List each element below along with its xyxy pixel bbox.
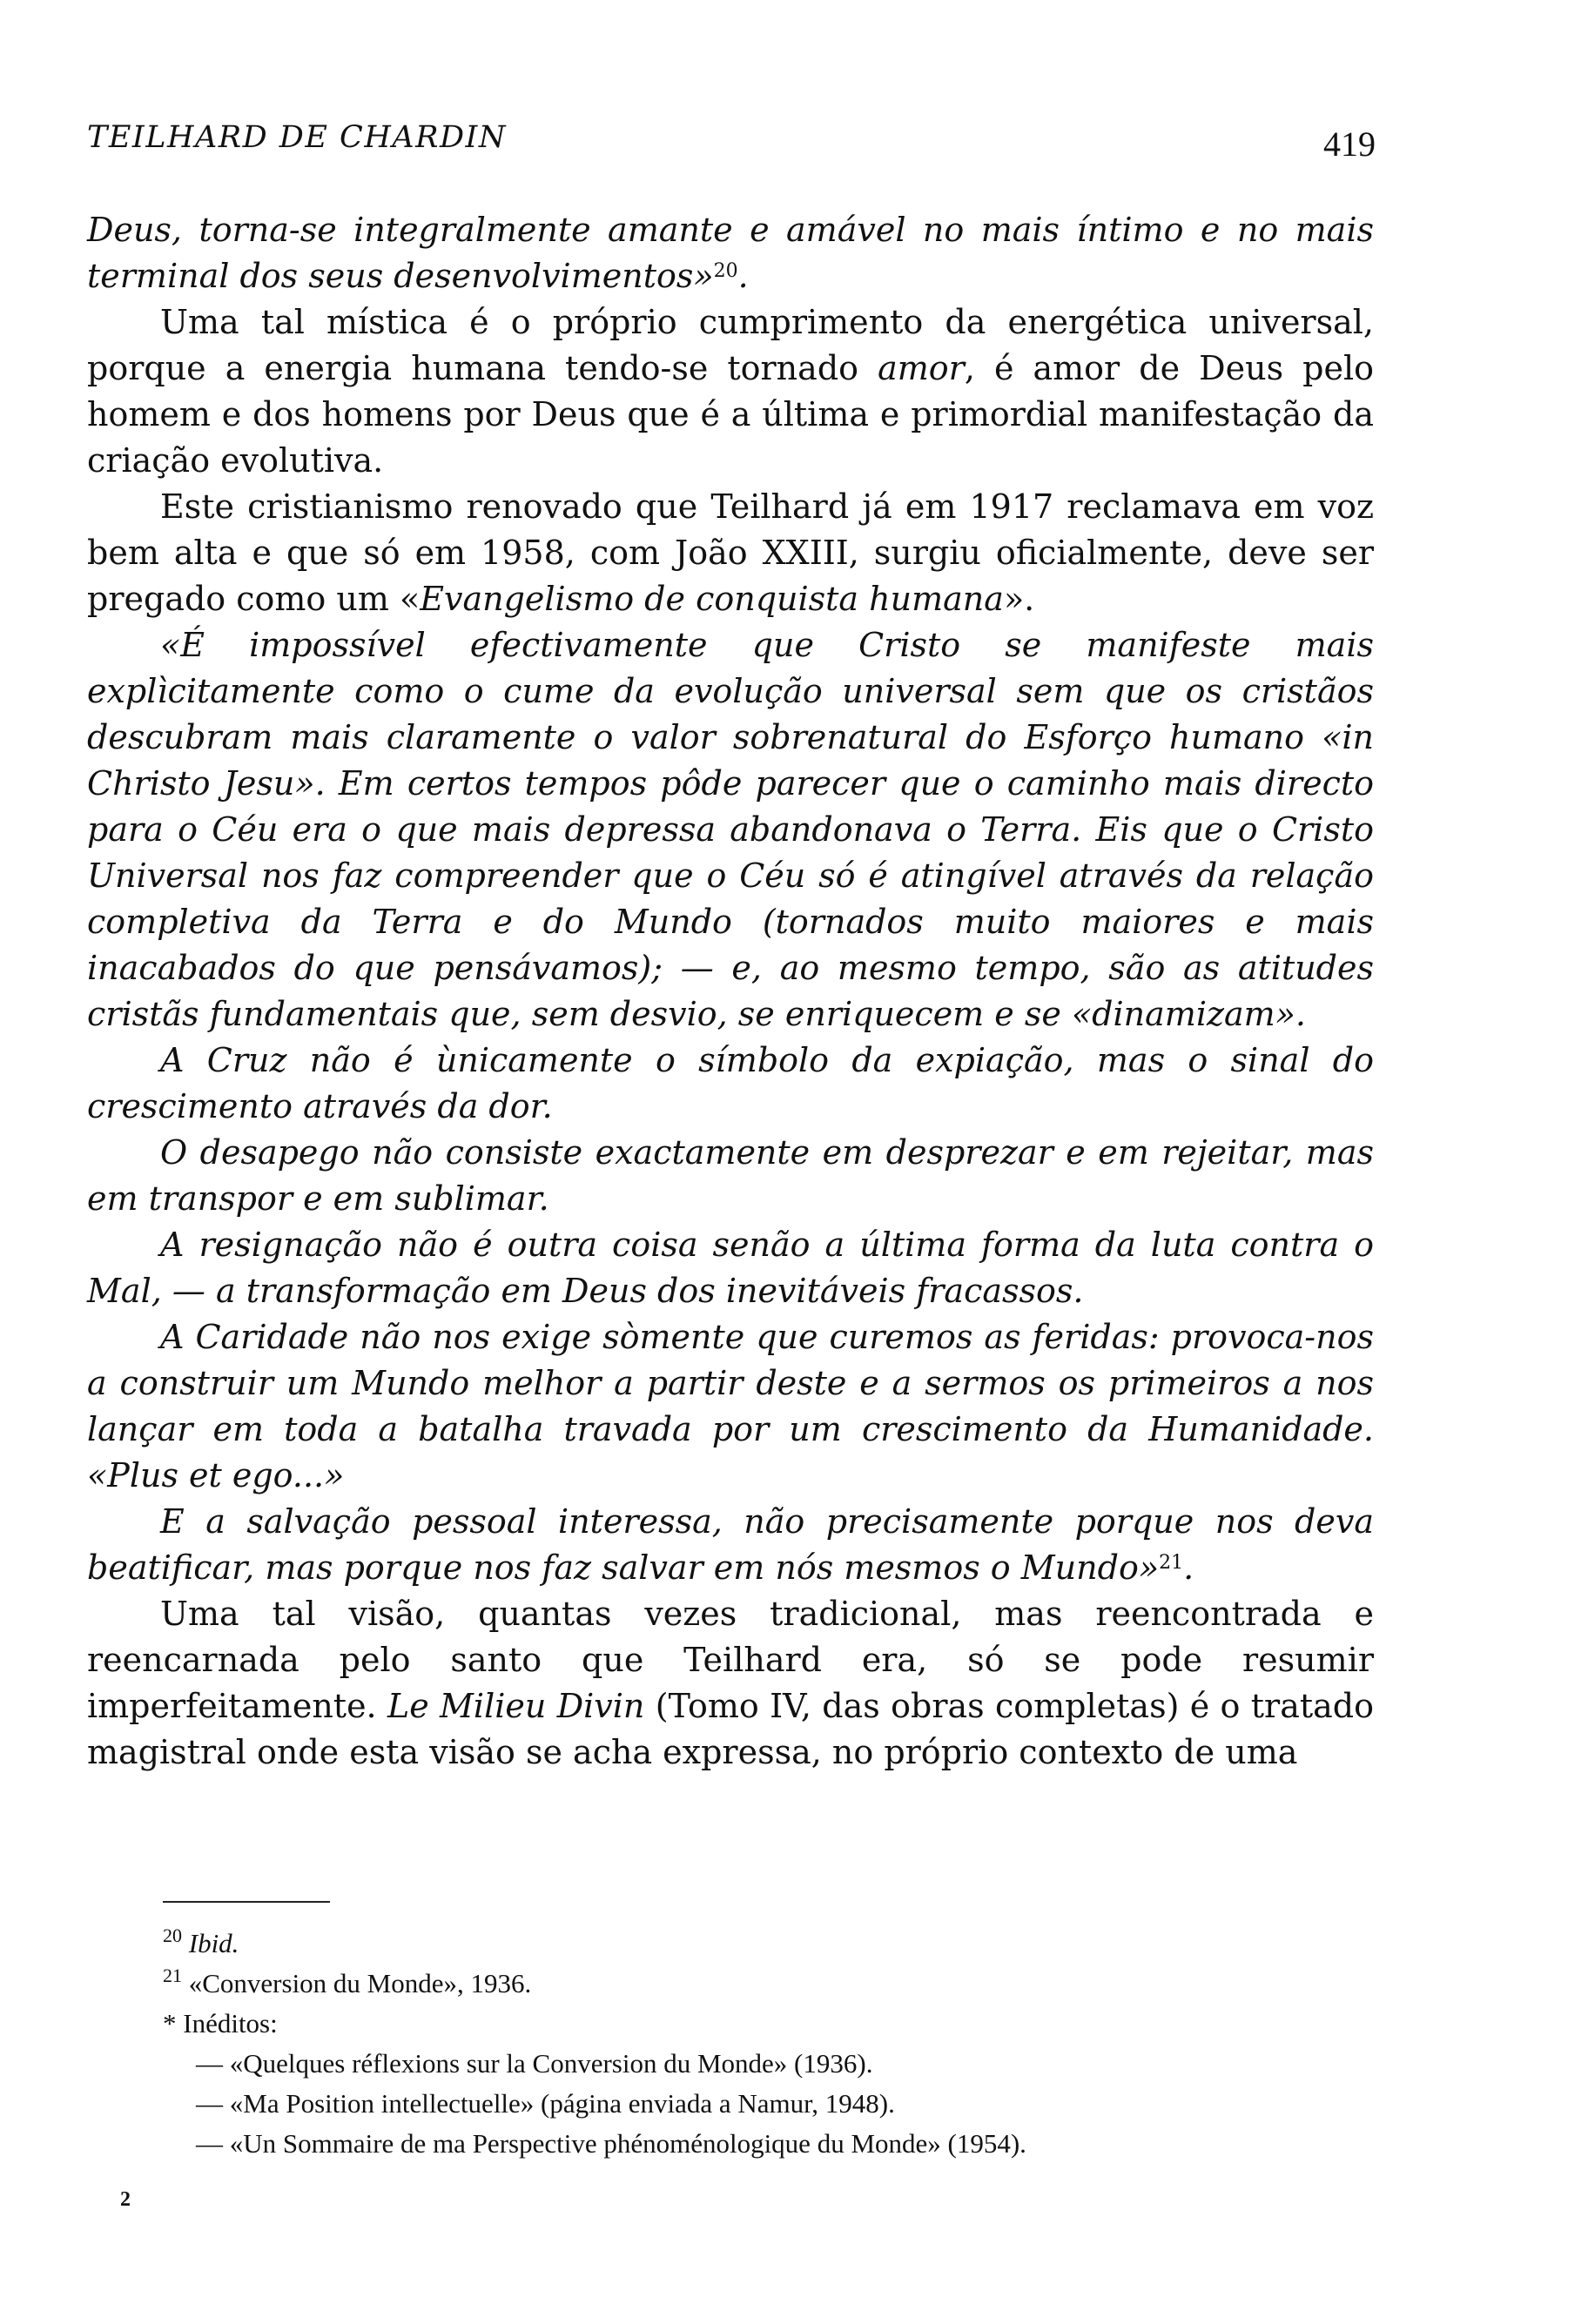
paragraph (87, 299, 1374, 484)
quote-paragraph: A resignação não é outra coisa senão a última forma da luta contra o Mal, — a transformação em Deus dos inevitáveis fracassos. (87, 1226, 1374, 1310)
quote-paragraph (87, 1499, 1374, 1591)
footnote-number: 21 (163, 1965, 182, 1986)
emphasis: Evangelismo de conquista humana (420, 580, 1004, 618)
quote-paragraph: «É impossível efectivamente que Cristo se manifeste mais explìcitamente como o cume da evolução universal sem que os cristãos descubram mais claramente o valor sobrenatural do Esforço humano «in Christo Jesu». Em certos tempos pôde parecer que o caminho mais directo para o Céu era o que mais depressa abandonava o Terra. Eis que o Cristo Universal nos faz compreender que o Céu só é atingível através da relação completiva da Terra e do Mundo (tornados muito maiores e mais inacabados do que pensávamos); — e, ao mesmo tempo, são as atitudes cristãs fundamentais que, sem desvio, se enriquecem e se «dinamizam». (87, 626, 1374, 1033)
footnote-ref-20: 20 (713, 260, 738, 282)
paragraph (87, 484, 1374, 622)
footnote-number: 20 (163, 1924, 182, 1946)
footnote-text: Ibid. (188, 1928, 239, 1958)
footnote-20 (163, 1924, 1373, 1964)
quote-paragraph: O desapego não consiste exactamente em desprezar e em rejeitar, mas em transpor e em sublimar. (87, 1133, 1374, 1218)
footnote-list-item: — «Ma Position intellectuelle» (página enviada a Namur, 1948). (196, 2088, 895, 2119)
footnote-21 (163, 1964, 1373, 2004)
footnote-list-item: — «Quelques réflexions sur la Conversion du Monde» (1936). (196, 2048, 873, 2079)
punctuation: . (1183, 1548, 1194, 1587)
footnotes (163, 1924, 1373, 2164)
footnote-list-item: — «Un Sommaire de ma Perspective phénoménologique du Monde» (1954). (196, 2128, 1026, 2159)
paragraph-text: , é amor de Deus pelo homem e dos homens por Deus que é a última e primordial manifestação da criação evolutiva. (87, 349, 1374, 480)
paragraph-text: Uma tal mística é o próprio cumprimento da energética universal, porque a energia humana tendo-se tornado (87, 303, 1374, 387)
quote-text: Deus, torna-se integralmente amante e amável no mais íntimo e no mais terminal dos seus desenvolvimentos» (87, 211, 1374, 295)
paragraph (87, 1591, 1374, 1776)
quote-paragraph: A Caridade não nos exige sòmente que curemos as feridas: provoca-nos a construir um Mundo melhor a partir deste e a sermos os primeiros a nos lançar em toda a batalha travada por um crescimento da Humanidade. «Plus et ego...» (87, 1318, 1374, 1494)
footnote-text: Inéditos: (183, 2008, 278, 2039)
running-title: TEILHARD DE CHARDIN (87, 120, 507, 155)
footnote-rule (163, 1901, 330, 1903)
paragraph-quote-continuation (87, 207, 1374, 299)
quote-paragraph: A Cruz não é ùnicamente o símbolo da expiação, mas o sinal do crescimento através da dor. (87, 1041, 1374, 1125)
footnote-mark: * (163, 2008, 177, 2039)
quote-text: E a salvação pessoal interessa, não precisamente porque nos deva beatificar, mas porque nos faz salvar em nós mesmos o Mundo» (87, 1502, 1374, 1587)
paragraph-text: Uma tal visão, quantas vezes tradicional, mas reencontrada e reencarnada pelo santo que Teilhard era, só se pode resumir imperfeitamente. (87, 1595, 1374, 1725)
footnote-text: «Conversion du Monde», 1936. (188, 1968, 532, 1998)
page-number: 419 (1323, 124, 1376, 164)
paragraph-text: ». (1003, 580, 1035, 618)
footnote-star (163, 2004, 1373, 2044)
punctuation: . (737, 257, 749, 295)
signature-mark: 2 (120, 2188, 131, 2211)
paragraph-text: (Tomo IV, das obras completas) é o tratado magistral onde esta visão se acha expressa, no próprio contexto de uma (87, 1687, 1374, 1771)
book-title: Le Milieu Divin (387, 1687, 645, 1725)
paragraph-text: Este cristianismo renovado que Teilhard já em 1917 reclamava em voz bem alta e que só em 1958, com João XXIII, surgiu oficialmente, deve ser pregado como um « (87, 487, 1374, 618)
footnote-ref-21: 21 (1159, 1552, 1184, 1574)
body-text (87, 207, 1374, 1776)
emphasis: amor (878, 349, 965, 387)
